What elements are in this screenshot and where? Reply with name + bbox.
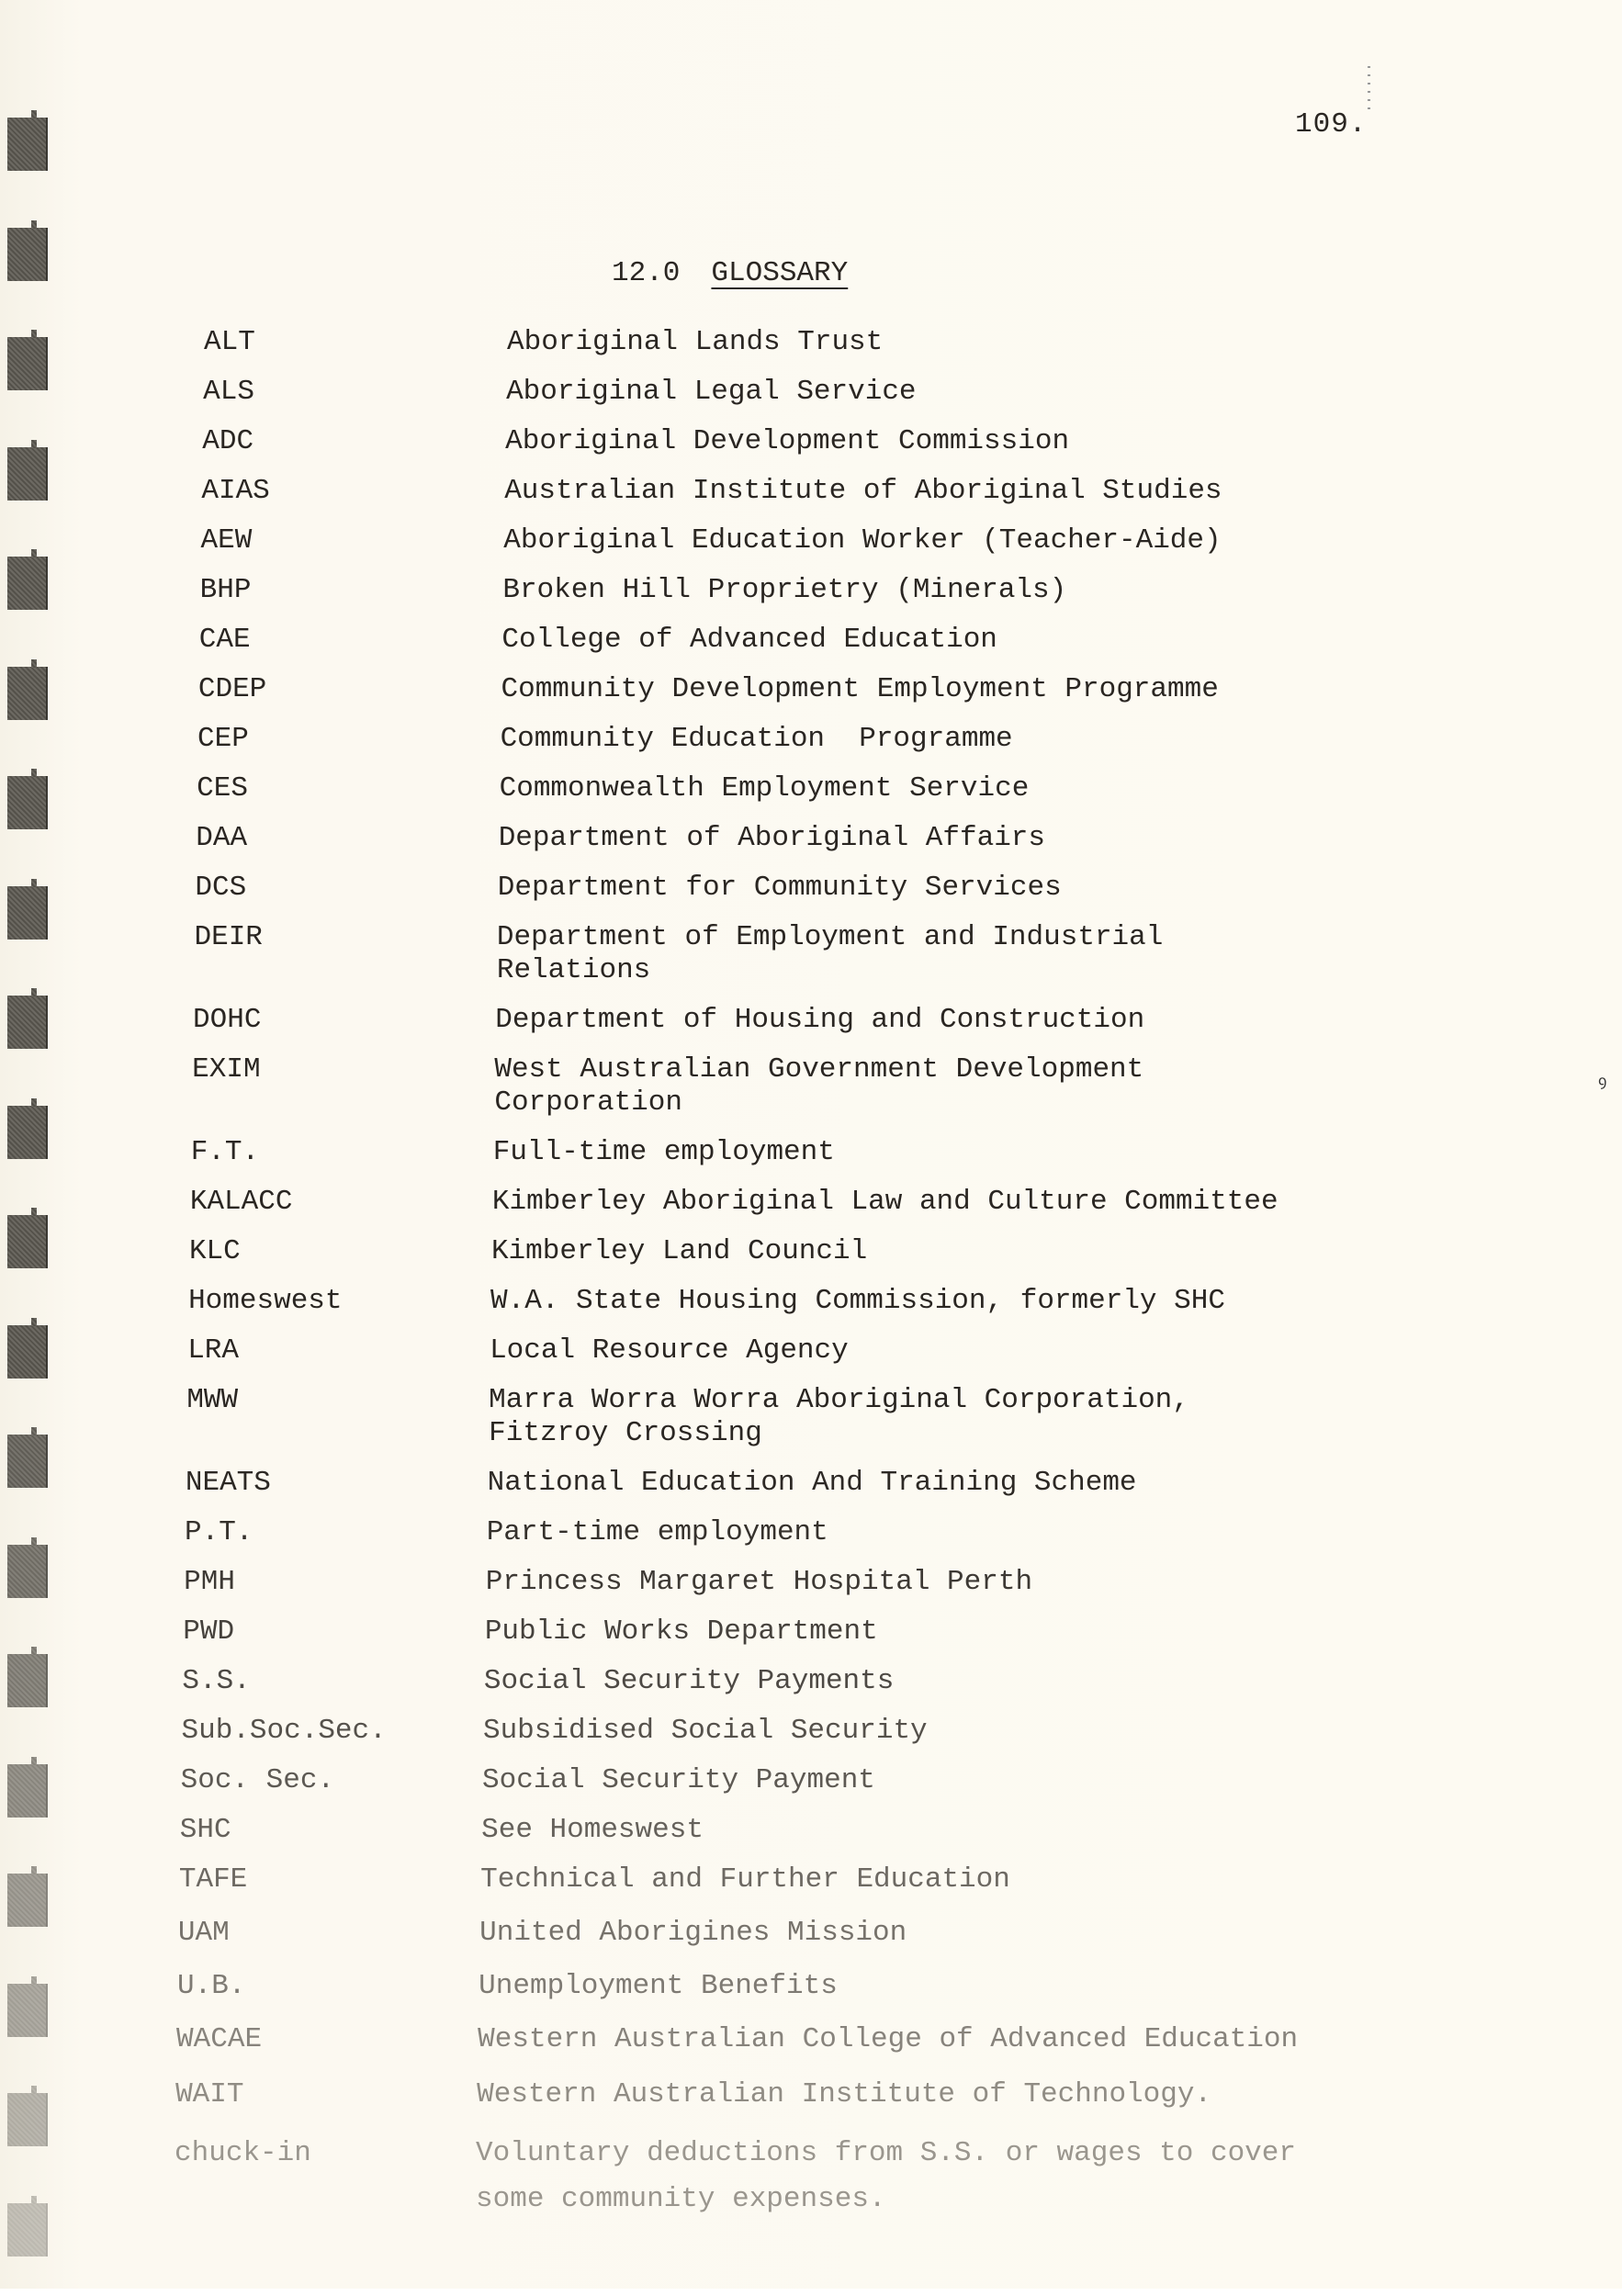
- glossary-definition: See Homeswest: [481, 1814, 704, 1846]
- glossary-abbreviation: TAFE: [178, 1863, 248, 1896]
- glossary-abbreviation: P.T.: [185, 1516, 253, 1548]
- binding-hole: [7, 1435, 48, 1488]
- glossary-abbreviation: WACAE: [176, 2023, 263, 2055]
- binding-hole: [7, 228, 48, 281]
- glossary-abbreviation: SHC: [179, 1814, 231, 1846]
- glossary-abbreviation: BHP: [199, 574, 252, 606]
- glossary-definition: Australian Institute of Aboriginal Studies: [504, 475, 1222, 507]
- glossary-definition: Kimberley Aboriginal Law and Culture Committee: [491, 1186, 1278, 1218]
- glossary-abbreviation: DEIR: [194, 921, 263, 953]
- glossary-abbreviation: CDEP: [197, 673, 267, 705]
- glossary-definition: Technical and Further Education: [480, 1863, 1010, 1896]
- binding-hole: [7, 1325, 48, 1379]
- glossary-abbreviation: AEW: [200, 524, 253, 557]
- glossary-definition: Unemployment Benefits: [479, 1970, 838, 2002]
- binding-hole: [7, 1874, 48, 1927]
- binding-hole: [7, 886, 48, 940]
- glossary-definition: Department for Community Services: [497, 872, 1062, 904]
- glossary-abbreviation: KLC: [188, 1235, 241, 1267]
- glossary-definition: Local Resource Agency: [490, 1334, 849, 1367]
- glossary-definition: Social Security Payments: [483, 1665, 895, 1697]
- glossary-definition: Social Security Payment: [482, 1764, 875, 1796]
- glossary-definition: Western Australian College of Advanced Education: [478, 2023, 1299, 2055]
- page-bottom-edge: [0, 2289, 1622, 2296]
- binding-hole: [7, 1215, 48, 1268]
- glossary-abbreviation: Soc. Sec.: [180, 1764, 335, 1796]
- scan-speck-dots: [1368, 66, 1370, 112]
- glossary-abbreviation: PMH: [184, 1566, 235, 1598]
- glossary-definition: Commonwealth Employment Service: [499, 772, 1030, 805]
- glossary-definition: Community Development Employment Programme: [501, 673, 1219, 705]
- glossary-abbreviation: CEP: [197, 723, 249, 755]
- glossary-definition-continuation: some community expenses.: [476, 2183, 886, 2215]
- binding-hole: [7, 557, 48, 610]
- glossary-abbreviation: F.T.: [190, 1136, 260, 1168]
- glossary-definition: W.A. State Housing Commission, formerly SHC: [490, 1285, 1225, 1317]
- glossary-definition: Subsidised Social Security: [482, 1715, 928, 1747]
- glossary-definition: Marra Worra Worra Aboriginal Corporation, Fitzroy Crossing: [489, 1384, 1189, 1449]
- glossary-abbreviation: DOHC: [193, 1004, 262, 1036]
- binding-hole: [7, 118, 48, 171]
- glossary-definition: Aboriginal Development Commission: [505, 425, 1070, 457]
- glossary-definition: West Australian Government Development Corporation: [494, 1053, 1144, 1119]
- binding-hole: [7, 1654, 48, 1707]
- glossary-abbreviation: WAIT: [175, 2078, 244, 2110]
- glossary-definition: Full-time employment: [492, 1136, 835, 1168]
- section-number: 12.0: [612, 257, 681, 289]
- glossary-abbreviation: U.B.: [176, 1970, 246, 2002]
- glossary-definition: Kimberley Land Council: [490, 1235, 868, 1267]
- glossary-abbreviation: CES: [197, 772, 248, 805]
- glossary-definition: Aboriginal Legal Service: [506, 376, 917, 408]
- glossary-definition: United Aborigines Mission: [479, 1917, 907, 1949]
- section-heading: [612, 257, 848, 289]
- glossary-definition: Community Education Programme: [500, 723, 1013, 755]
- binding-hole: [7, 2203, 48, 2257]
- binding-hole: [7, 776, 48, 829]
- glossary-definition-continuation: Relations: [496, 954, 651, 986]
- glossary-definition: Department of Employment and Industrial Relations: [496, 921, 1164, 986]
- binding-hole: [7, 1764, 48, 1818]
- glossary-abbreviation: NEATS: [185, 1467, 271, 1499]
- glossary-abbreviation: chuck-in: [175, 2137, 311, 2169]
- glossary-definition: Voluntary deductions from S.S. or wages to cover some community expenses.: [476, 2137, 1296, 2215]
- glossary-abbreviation: LRA: [187, 1334, 240, 1367]
- glossary-abbreviation: ADC: [202, 425, 254, 457]
- glossary-definition: College of Advanced Education: [501, 624, 997, 656]
- binding-hole: [7, 1984, 48, 2037]
- glossary-abbreviation: UAM: [177, 1917, 230, 1949]
- glossary-definition: Broken Hill Proprietry (Minerals): [502, 574, 1067, 606]
- glossary-abbreviation: S.S.: [182, 1665, 251, 1697]
- binding-hole: [7, 337, 48, 390]
- glossary-definition: Western Australian Institute of Technology.: [477, 2078, 1212, 2110]
- binding-hole: [7, 667, 48, 720]
- glossary-definition: Public Works Department: [484, 1615, 878, 1648]
- glossary-abbreviation: ALS: [203, 376, 254, 408]
- glossary-abbreviation: AIAS: [201, 475, 270, 507]
- binding-hole: [7, 996, 48, 1049]
- glossary-abbreviation: ALT: [204, 326, 255, 358]
- glossary-entry: [175, 2137, 1296, 2269]
- glossary-abbreviation: PWD: [183, 1615, 235, 1648]
- glossary-abbreviation: EXIM: [192, 1053, 261, 1086]
- glossary-abbreviation: Homeswest: [188, 1285, 343, 1317]
- scan-speck: ꝯ: [1598, 1074, 1607, 1090]
- glossary-abbreviation: DCS: [195, 872, 247, 904]
- glossary-definition: Aboriginal Lands Trust: [507, 326, 884, 358]
- glossary-abbreviation: KALACC: [189, 1186, 293, 1218]
- binding-hole: [7, 447, 48, 501]
- glossary-definition: Aboriginal Education Worker (Teacher-Aide): [503, 524, 1222, 557]
- glossary-definition-continuation: Corporation: [494, 1086, 682, 1119]
- glossary-definition: National Education And Training Scheme: [487, 1467, 1137, 1499]
- glossary-definition: Department of Aboriginal Affairs: [498, 822, 1045, 854]
- page-number: 109.: [1295, 108, 1368, 141]
- binding-hole: [7, 1545, 48, 1598]
- glossary-definition-continuation: Fitzroy Crossing: [489, 1417, 762, 1449]
- binding-hole: [7, 1106, 48, 1159]
- glossary-definition: Department of Housing and Construction: [495, 1004, 1145, 1036]
- section-title: GLOSSARY: [711, 257, 849, 289]
- binding-hole: [7, 2093, 48, 2146]
- glossary-definition: Part-time employment: [486, 1516, 828, 1548]
- glossary-definition: Princess Margaret Hospital Perth: [485, 1566, 1033, 1598]
- glossary-abbreviation: DAA: [196, 822, 248, 854]
- glossary-abbreviation: CAE: [198, 624, 251, 656]
- glossary-abbreviation: MWW: [186, 1384, 239, 1416]
- glossary-abbreviation: Sub.Soc.Sec.: [181, 1715, 387, 1747]
